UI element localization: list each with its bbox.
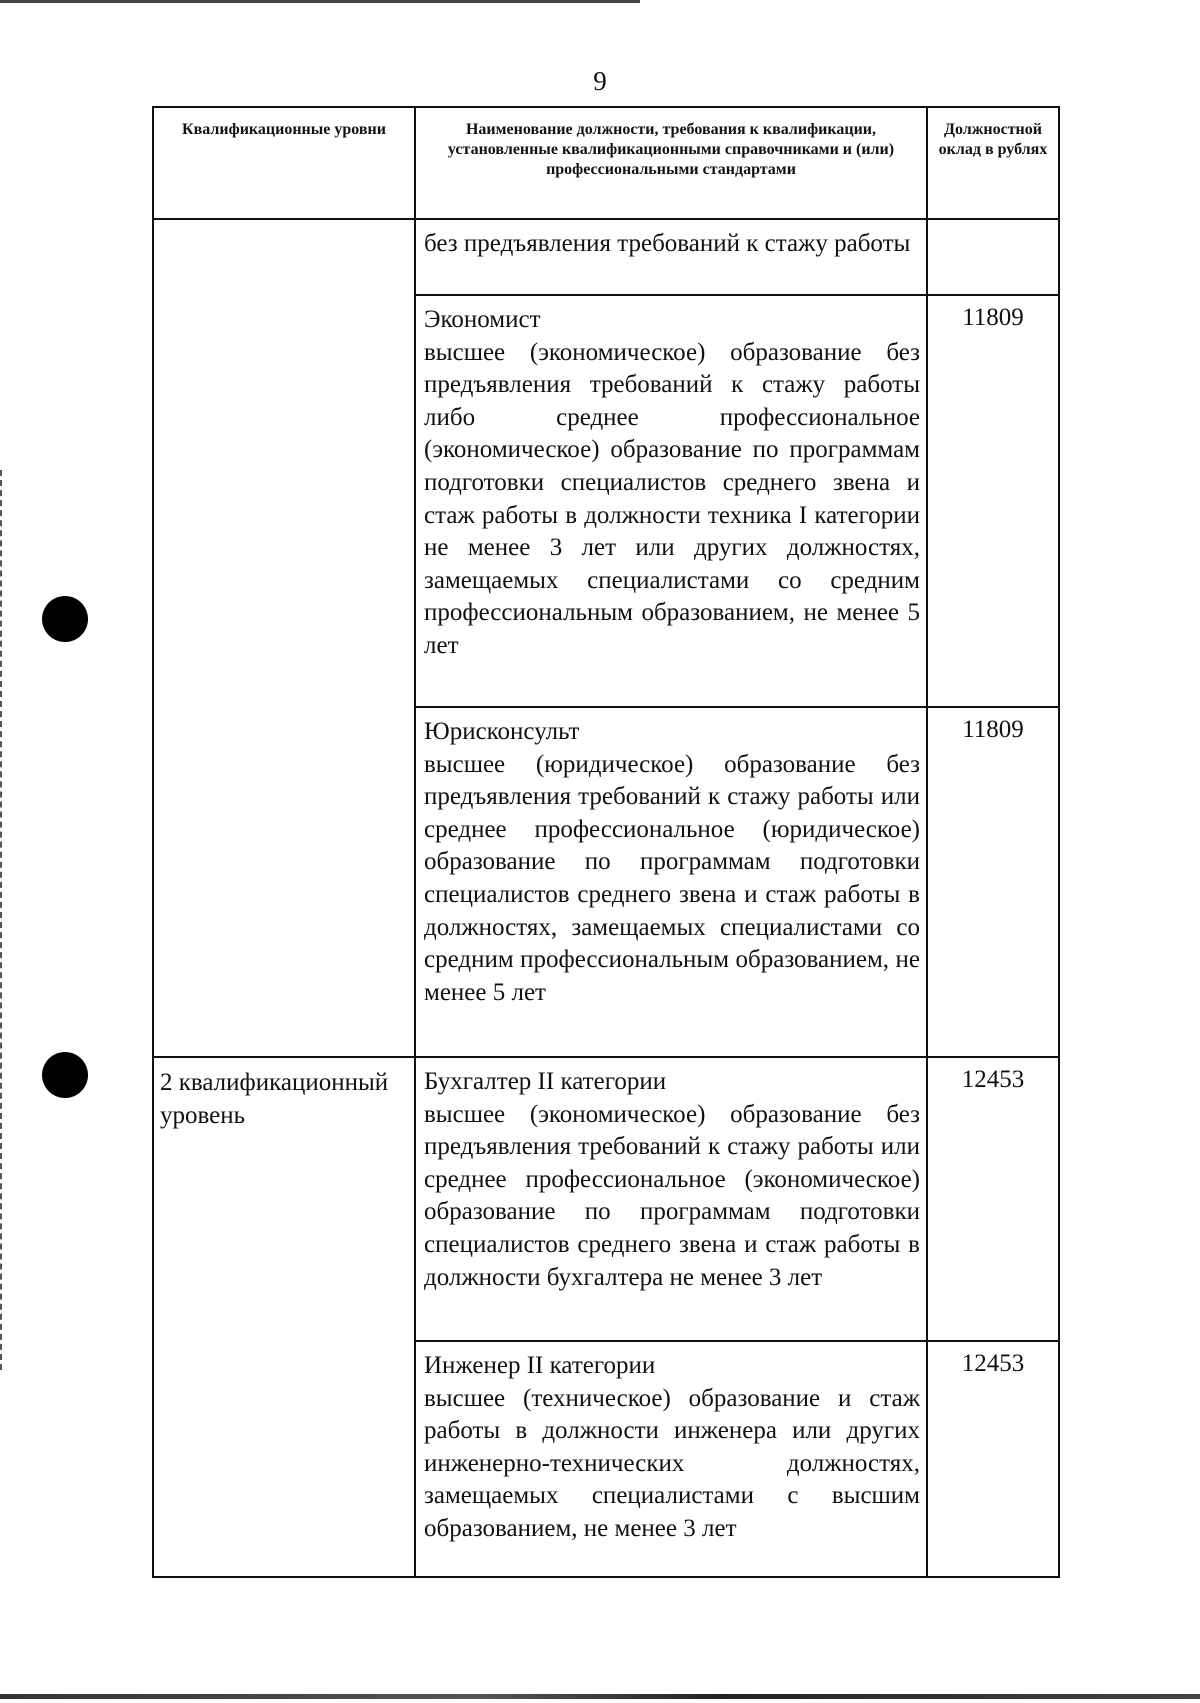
requirements-text: без предъявления требований к стажу работы xyxy=(424,230,911,257)
requirements-text: высшее (экономическое) образование без предъявления требований к стажу работы или среднее профессиональное (экономическое) образование по программам подготовки специалистов среднего звена и стаж работы в должности бухгалтера не менее 3 лет xyxy=(424,1100,920,1291)
position-title: Юрисконсульт xyxy=(424,718,580,745)
position-title: Экономист xyxy=(424,306,541,333)
punch-hole-upper xyxy=(42,596,88,642)
table-header-row xyxy=(153,107,1059,219)
requirements-cell xyxy=(415,295,927,707)
requirements-text: высшее (экономическое) образование без предъявления требований к стажу работы либо среднее профессиональное (экономическое) образование по программам подготовки специалистов среднего звена и стаж работы в должности техника I категории не менее 3 лет или других должностях, замещаемых специалистами со средним профессиональным образованием, не менее 5 лет xyxy=(424,338,920,659)
requirements-cell xyxy=(415,1057,927,1341)
level-cell: 2 квалификационный уровень xyxy=(153,1057,415,1577)
salary-cell: 11809 xyxy=(927,707,1059,1057)
page-number: 9 xyxy=(593,66,607,96)
scan-artifact-top-line xyxy=(0,0,640,3)
salary-cell xyxy=(927,219,1059,295)
requirements-text: высшее (юридическое) образование без предъявления требований к стажу работы или среднее профессиональное (юридическое) образование по программам подготовки специалистов среднего звена и стаж работы в должностях, замещаемых специалистами со средним профессиональным образованием, не менее 5 лет xyxy=(424,750,920,1006)
header-qualification-levels: Квалификационные уровни xyxy=(153,107,415,219)
table-row xyxy=(153,1057,1059,1341)
salary-cell: 12453 xyxy=(927,1057,1059,1341)
position-title: Инженер II категории xyxy=(424,1352,656,1379)
header-position-requirements: Наименование должности, требования к квалификации, установленные квалификационными справочниками и (или) профессиональными стандартами xyxy=(415,107,927,219)
level-cell xyxy=(153,219,415,1057)
requirements-cell xyxy=(415,1341,927,1577)
requirements-cell xyxy=(415,219,927,295)
header-salary: Должностной оклад в рублях xyxy=(927,107,1059,219)
punch-hole-lower xyxy=(42,1052,88,1098)
table-row xyxy=(153,219,1059,295)
scan-artifact-left-edge xyxy=(0,470,5,1370)
salary-cell: 12453 xyxy=(927,1341,1059,1577)
position-title: Бухгалтер II категории xyxy=(424,1068,667,1095)
requirements-cell xyxy=(415,707,927,1057)
scan-artifact-bottom-line xyxy=(0,1694,1200,1699)
requirements-text: высшее (техническое) образование и стаж работы в должности инженера или других инженерно-технических должностях, замещаемых специалистами с высшим образованием, не менее 3 лет xyxy=(424,1384,920,1542)
qualification-table xyxy=(152,106,1060,1578)
salary-cell: 11809 xyxy=(927,295,1059,707)
